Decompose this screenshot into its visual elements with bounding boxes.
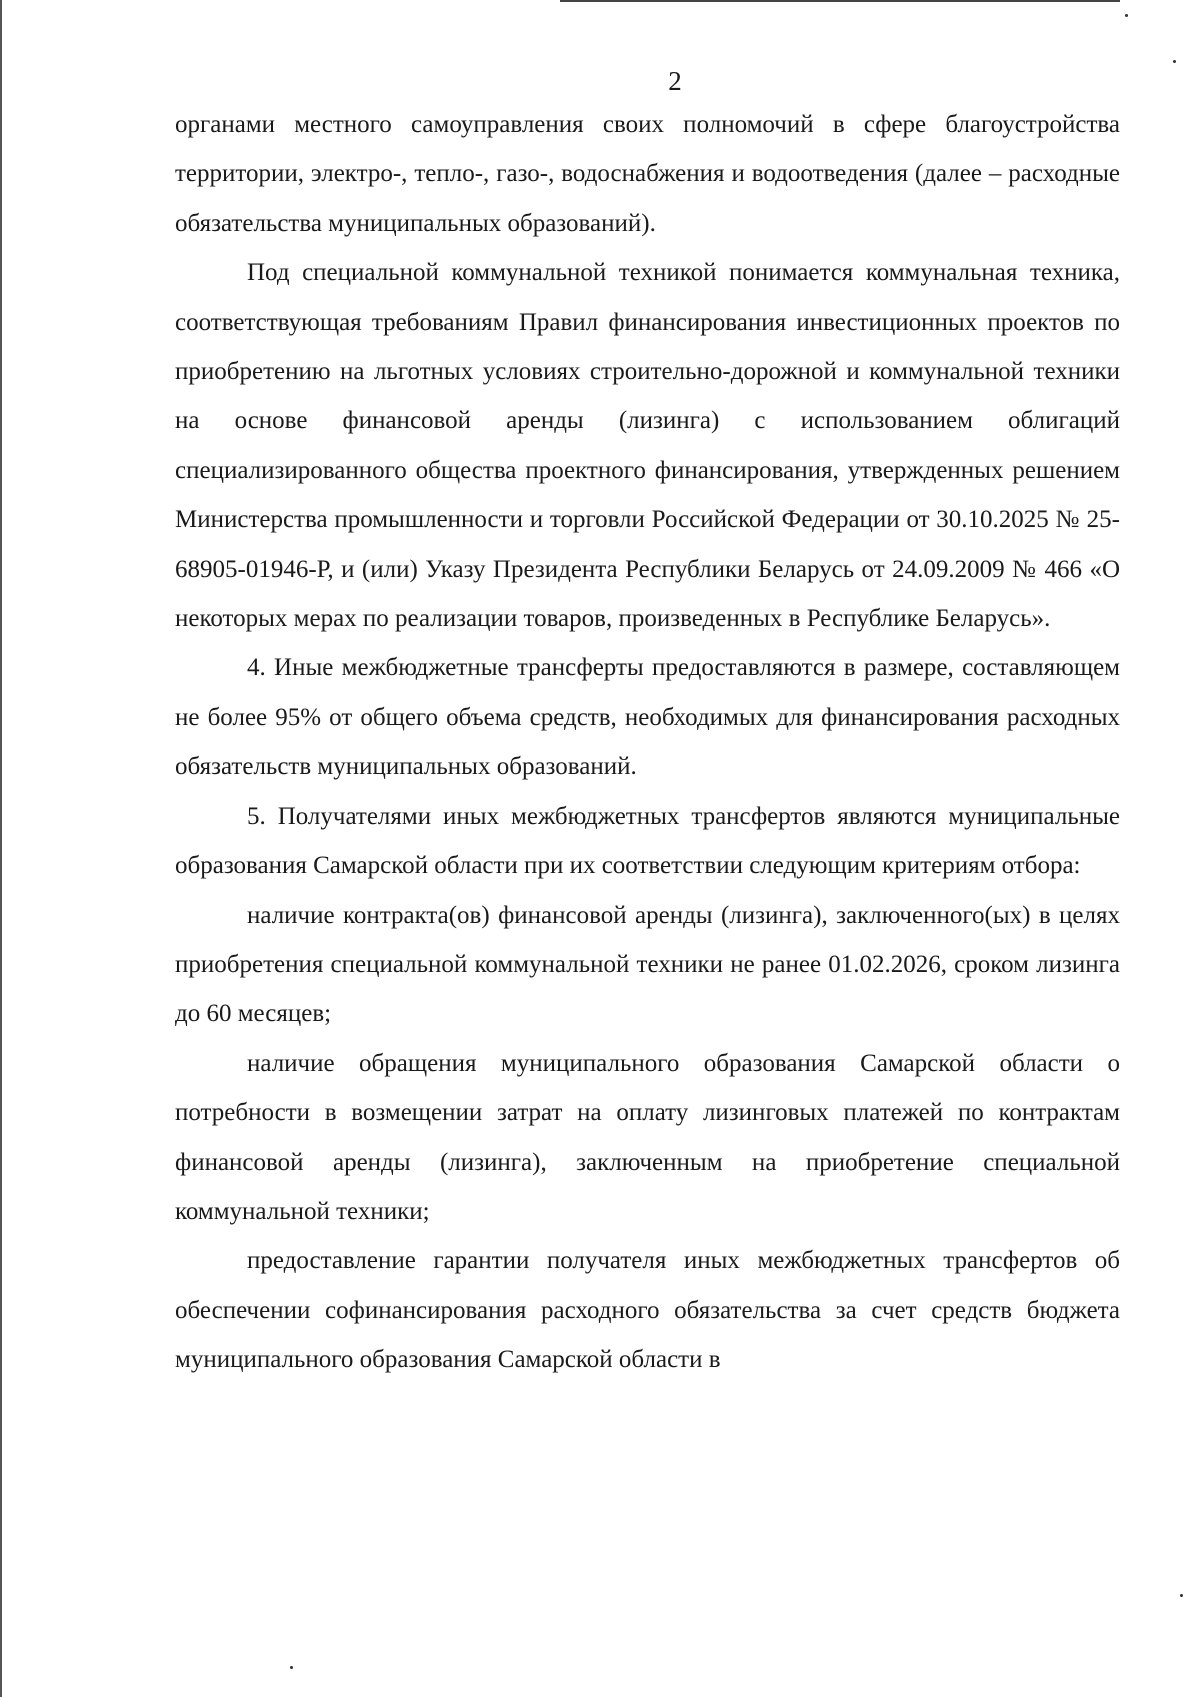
scan-speck (290, 1666, 293, 1669)
scan-speck (1125, 14, 1128, 17)
paragraph-special-equipment-definition: Под специальной коммунальной техникой понимается коммунальная техника, соответствующая требованиям Правил финансирования инвестиционных проектов по приобретению на льготных условиях строительно-дорожной и коммунальной техники на основе финансовой аренды (лизинга) с использованием облигаций специализированного общества проектного финансирования, утвержденных решением Министерства промышленности и торговли Российской Федерации от 30.10.2025 № 25-68905-01946-Р, и (или) Указу Президента Республики Беларусь от 24.09.2009 № 466 «О некоторых мерах по реализации товаров, произведенных в Республике Беларусь». (175, 259, 1120, 633)
paragraph-criterion-request: наличие обращения муниципального образования Самарской области о потребности в возмещении затрат на оплату лизинговых платежей по контрактам финансовой аренды (лизинга), заключенным на приобретение специальной коммунальной техники; (175, 1049, 1120, 1225)
paragraph-item-5: 5. Получателями иных межбюджетных трансфертов являются муниципальные образования Самарской области при их соответствии следующим критериям отбора: (175, 802, 1120, 880)
paragraph-criterion-leasing-contract: наличие контракта(ов) финансовой аренды (лизинга), заключенного(ых) в целях приобретения специальной коммунальной техники не ранее 01.02.2026, сроком лизинга до 60 месяцев; (175, 901, 1120, 1028)
paragraph-criterion-guarantee: предоставление гарантии получателя иных межбюджетных трансфертов об обеспечении софинансирования расходного обязательства за счет средств бюджета муниципального образования Самарской области в (175, 1247, 1120, 1374)
scan-speck (1180, 1594, 1183, 1597)
scan-left-edge (0, 0, 2, 1697)
document-body (175, 100, 1120, 1385)
page-number: 2 (668, 66, 682, 96)
paragraph-item-4: 4. Иные межбюджетные трансферты предоставляются в размере, составляющем не более 95% от общего объема средств, необходимых для финансирования расходных обязательств муниципальных образований. (175, 654, 1120, 781)
paragraph-continuation: органами местного самоуправления своих полномочий в сфере благоустройства территории, электро-, тепло-, газо-, водоснабжения и водоотведения (далее – расходные обязательства муниципальных образований). (175, 111, 1120, 237)
scan-speck (1173, 60, 1176, 63)
scan-top-rule (560, 0, 1120, 2)
